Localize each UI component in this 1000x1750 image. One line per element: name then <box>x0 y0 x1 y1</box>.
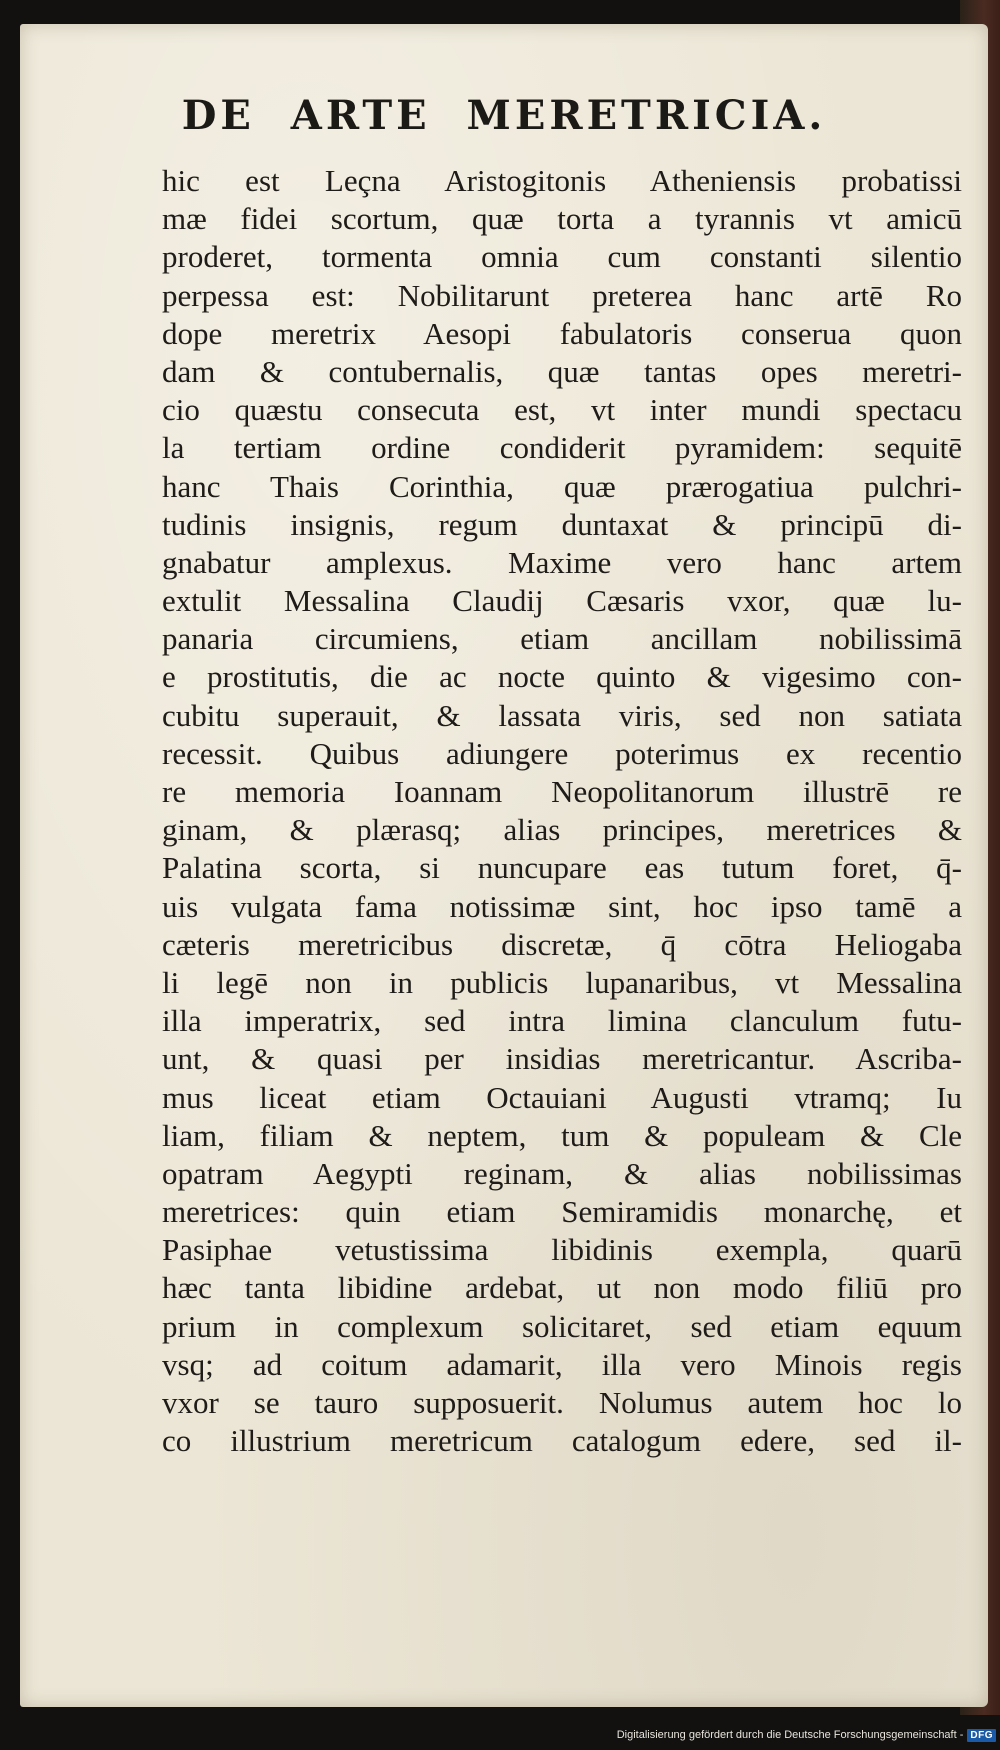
text-line: liam, filiam & neptem, tum & populeam & Cle <box>162 1117 962 1153</box>
text-line: e prostitutis, die ac nocte quinto & vigesimo con- <box>162 659 962 695</box>
text-line: cubitu superauit, & lassata viris, sed non satiata <box>162 697 962 733</box>
text-line: proderet, tormenta omnia cum constanti silentio <box>162 239 962 275</box>
text-line: gnabatur amplexus. Maxime vero hanc artem <box>162 544 962 580</box>
text-line: vsq; ad coitum adamarit, illa vero Minois regis <box>162 1346 962 1382</box>
text-line: recessit. Quibus adiungere poterimus ex recentio <box>162 735 962 771</box>
text-line: illa imperatrix, sed intra limina clanculum futu- <box>162 1003 962 1039</box>
credit-text: Digitalisierung gefördert durch die Deutsche Forschungsgemeinschaft - <box>616 1729 964 1741</box>
text-line: mus liceat etiam Octauiani Augusti vtramq; Iu <box>162 1079 962 1115</box>
text-line: la tertiam ordine condiderit pyramidem: sequitē <box>162 430 962 466</box>
text-line: opatram Aegypti reginam, & alias nobilissimas <box>162 1155 962 1191</box>
text-line: dam & contubernalis, quæ tantas opes meretri- <box>162 353 962 389</box>
text-line: Pasiphae vetustissima libidinis exempla, quarū <box>162 1232 962 1268</box>
text-line: li legē non in publicis lupanaribus, vt Messalina <box>162 964 962 1000</box>
text-line: co illustrium meretricum catalogum edere, sed il- <box>162 1423 962 1459</box>
text-line: dope meretrix Aesopi fabulatoris conserua quon <box>162 315 962 351</box>
text-line: tudinis insignis, regum duntaxat & principū di- <box>162 506 962 542</box>
book-page <box>20 24 988 1707</box>
text-line: ginam, & plærasq; alias principes, meretrices & <box>162 812 962 848</box>
text-line: Palatina scorta, si nuncupare eas tutum foret, q̄- <box>162 850 962 886</box>
text-line: hanc Thais Corinthia, quæ prærogatiua pulchri- <box>162 468 962 504</box>
text-line: cio quæstu consecuta est, vt inter mundi spectacu <box>162 392 962 428</box>
text-line: meretrices: quin etiam Semiramidis monarchę, et <box>162 1194 962 1230</box>
body-text <box>162 162 962 1460</box>
text-line: extulit Messalina Claudij Cæsaris vxor, quæ lu- <box>162 583 962 619</box>
text-line: unt, & quasi per insidias meretricantur. Ascriba- <box>162 1041 962 1077</box>
digitization-credit <box>617 1724 996 1746</box>
text-line: re memoria Ioannam Neopolitanorum illustrē re <box>162 774 962 809</box>
text-line: prium in complexum solicitaret, sed etiam equum <box>162 1308 962 1344</box>
text-line: vxor se tauro supposuerit. Nolumus autem hoc lo <box>162 1385 962 1420</box>
text-line: uis vulgata fama notissimæ sint, hoc ipso tamē a <box>162 888 962 924</box>
dfg-logo: DFG <box>967 1729 996 1742</box>
text-line: hic est Leçna Aristogitonis Atheniensis probatissi <box>162 163 962 198</box>
text-line: hæc tanta libidine ardebat, ut non modo filiū pro <box>162 1270 962 1306</box>
text-line: cæteris meretricibus discretæ, q̄ cōtra Heliogaba <box>162 926 962 962</box>
text-line: perpessa est: Nobilitarunt preterea hanc artē Ro <box>162 277 962 313</box>
running-head: DE ARTE MERETRICIA. <box>181 92 827 139</box>
text-line: panaria circumiens, etiam ancillam nobilissimā <box>162 621 962 657</box>
text-line: mæ fidei scortum, quæ torta a tyrannis vt amicū <box>162 201 962 237</box>
